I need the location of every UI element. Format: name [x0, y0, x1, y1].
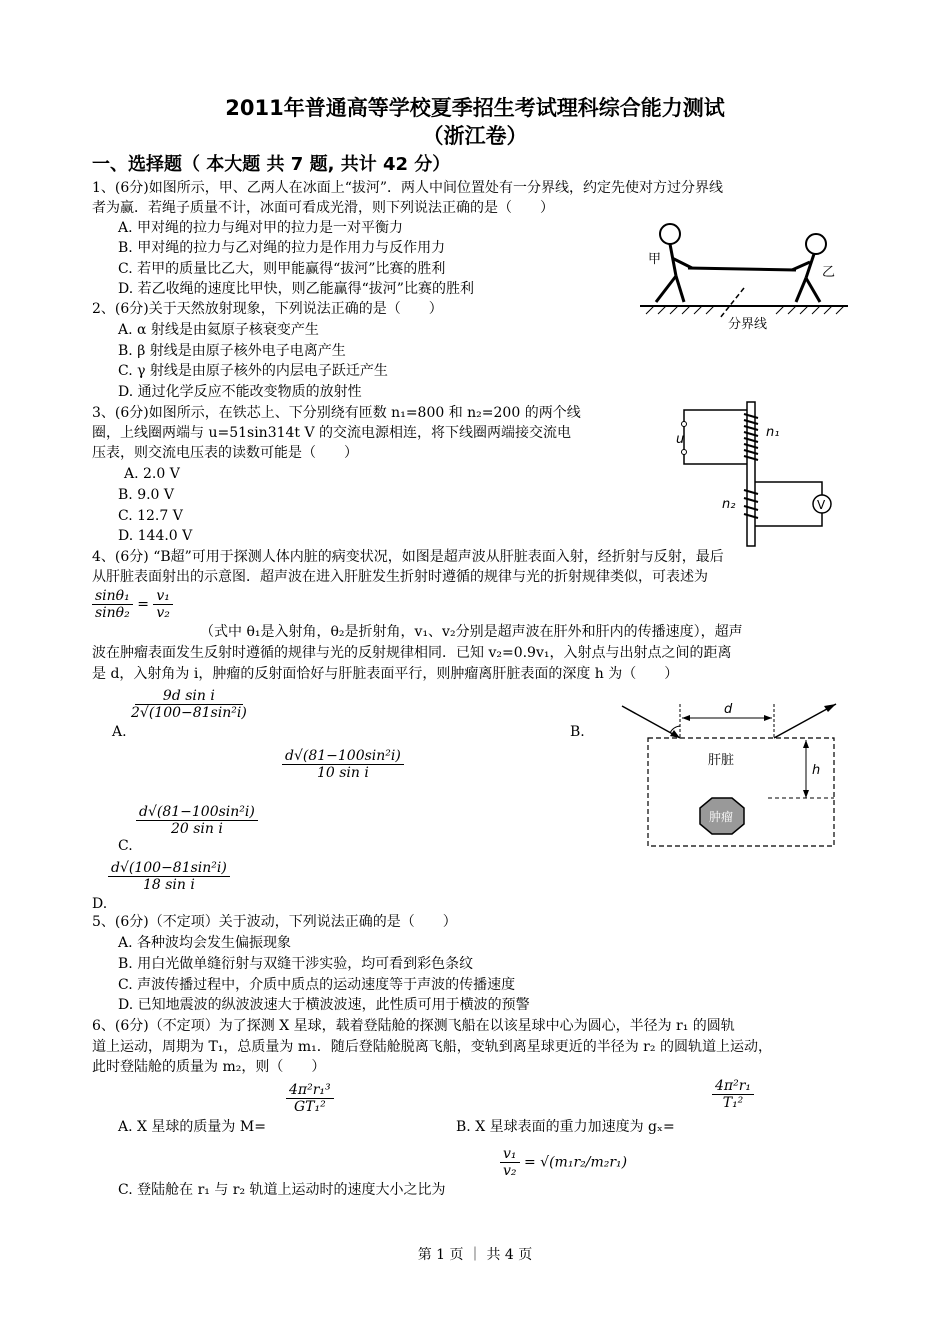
- q6-c-denominator: v₂: [503, 1163, 517, 1179]
- q4-option-c-formula: [136, 804, 258, 837]
- label-yi: 乙: [822, 265, 836, 280]
- q1-option-c: C. 若甲的质量比乙大，则甲能赢得“拔河”比赛的胜利: [118, 261, 446, 277]
- label-n2: n₂: [722, 497, 736, 512]
- q4-option-d-label: D.: [92, 896, 108, 912]
- q4-option-a-label: A.: [112, 724, 127, 740]
- q4-stem-line3: （式中 θ₁是入射角，θ₂是折射角，v₁、v₂分别是超声波在肝外和肝内的传播速度），超声: [200, 624, 743, 640]
- q4-d-numerator: d√(100−81sin²i): [108, 860, 230, 877]
- q4-stem-line1: 4、(6分) “B超”可用于探测人体内脏的病变状况，如图是超声波从肝脏表面入射，经折射与反射，最后: [92, 549, 724, 565]
- label-d: d: [724, 702, 733, 717]
- ultrasound-liver-figure: [618, 694, 840, 850]
- page-footer: 第 1 页 ｜ 共 4 页: [417, 1247, 533, 1263]
- q6-a-denominator: GT₁²: [293, 1099, 326, 1115]
- q2-option-b: B. β 射线是由原子核外电子电离产生: [118, 343, 346, 359]
- q4-c-numerator: d√(81−100sin²i): [136, 804, 258, 821]
- label-jia: 甲: [648, 252, 662, 267]
- q5-option-a: A. 各种波均会发生偏振现象: [118, 935, 292, 951]
- q1-option-d: D. 若乙收绳的速度比甲快，则乙能赢得“拔河”比赛的胜利: [118, 281, 474, 297]
- law-numerator-right: v₁: [153, 588, 173, 605]
- label-boundary: 分界线: [728, 317, 768, 332]
- q1-option-a: A. 甲对绳的拉力与绳对甲的拉力是一对平衡力: [118, 220, 404, 236]
- q4-stem-line2: 从肝脏表面射出的示意图．超声波在进入肝脏发生折射时遵循的规律与光的折射规律类似，可表述为: [92, 569, 708, 585]
- q3-option-a: A. 2.0 V: [124, 466, 180, 482]
- q5-option-d: D. 已知地震波的纵波波速大于横波波速，此性质可用于横波的预警: [118, 997, 530, 1013]
- page-title: 2011年普通高等学校夏季招生考试理科综合能力测试: [225, 96, 725, 120]
- label-voltmeter: V: [817, 498, 826, 512]
- q3-option-d: D. 144.0 V: [118, 528, 193, 544]
- q5-option-b: B. 用白光做单缝衍射与双缝干涉实验，均可看到彩色条纹: [118, 956, 474, 972]
- label-tumor: 肿瘤: [709, 810, 734, 824]
- label-h: h: [812, 763, 821, 778]
- q5-option-c: C. 声波传播过程中，介质中质点的运动速度等于声波的传播速度: [118, 977, 516, 993]
- q4-a-numerator: 9d sin i: [135, 688, 243, 705]
- q3-option-b: B. 9.0 V: [118, 487, 175, 503]
- q6-c-rhs: √(m₁r₂/m₂r₁): [540, 1154, 628, 1171]
- page-subtitle: （浙江卷）: [422, 124, 528, 148]
- refraction-law-formula: $\frac{\text{sinθ₁}}{\text{sinθ₂}}$ = $\frac{\text{v₁}}{\text{v₂}}$: [92, 588, 173, 621]
- q2-option-d: D. 通过化学反应不能改变物质的放射性: [118, 384, 362, 400]
- q4-b-numerator: d√(81−100sin²i): [282, 748, 404, 765]
- q4-option-b-label: B.: [570, 724, 585, 740]
- law-denominator-right: v₂: [156, 605, 170, 621]
- label-liver: 肝脏: [708, 753, 735, 768]
- q4-option-b-formula: [282, 748, 404, 781]
- q3-option-c: C. 12.7 V: [118, 508, 183, 524]
- q1-option-b: B. 甲对绳的拉力与乙对绳的拉力是作用力与反作用力: [118, 240, 446, 256]
- label-u: u: [676, 432, 685, 447]
- q6-stem-line3: 此时登陆舱的质量为 m₂，则（ ）: [92, 1059, 326, 1075]
- q4-c-denominator: 20 sin i: [170, 821, 223, 837]
- law-denominator-left: sinθ₂: [95, 605, 130, 621]
- q6-stem-line1: 6、(6分)（不定项）为了探测 X 星球，载着登陆舱的探测飞船在以该星球中心为圆心，半径为 r₁ 的圆轨: [92, 1018, 735, 1034]
- tug-of-war-figure: [636, 218, 852, 336]
- q6-stem-line2: 道上运动，周期为 T₁，总质量为 m₁．随后登陆舱脱离飞船，变轨到离星球更近的半径为 r₂ 的圆轨道上运动，: [92, 1039, 772, 1055]
- q6-option-c-formula: $\frac{\text{v₁}}{\text{v₂}}$ = √(m₁r₂/m₂r₁): [500, 1146, 627, 1179]
- q3-stem-line3: 压表，则交流电压表的读数可能是（ ）: [92, 445, 358, 461]
- label-n1: n₁: [766, 425, 780, 440]
- q4-option-d-formula: [108, 860, 230, 893]
- q6-a-numerator: 4π²r₁³: [286, 1082, 334, 1099]
- q6-option-a-text: A. X 星球的质量为 M=: [118, 1119, 266, 1135]
- q6-option-b-formula: [712, 1078, 754, 1111]
- q6-option-a-formula: [286, 1082, 334, 1115]
- q2-stem: 2、(6分)关于天然放射现象，下列说法正确的是（ ）: [92, 301, 443, 317]
- transformer-figure: [672, 400, 852, 548]
- q1-stem-line2: 者为赢．若绳子质量不计，冰面可看成光滑，则下列说法正确的是（ ）: [92, 200, 554, 216]
- q6-c-numerator: v₁: [500, 1146, 520, 1163]
- q3-stem-line2: 圈，上线圈两端与 u=51sin314t V 的交流电源相连，将下线圈两端接交流电: [92, 425, 572, 441]
- law-numerator-left: sinθ₁: [92, 588, 133, 605]
- q6-b-denominator: T₁²: [722, 1095, 744, 1111]
- q5-stem: 5、(6分)（不定项）关于波动，下列说法正确的是（ ）: [92, 914, 457, 930]
- q4-option-c-label: C.: [118, 838, 133, 854]
- q6-option-b-text: B. X 星球表面的重力加速度为 gₓ=: [456, 1119, 675, 1135]
- q1-stem-line1: 1、(6分)如图所示，甲、乙两人在冰面上“拔河”．两人中间位置处有一分界线，约定先使对方过分界线: [92, 180, 724, 196]
- q6-b-numerator: 4π²r₁: [712, 1078, 754, 1095]
- q4-stem-line5: 是 d，入射角为 i，肿瘤的反射面恰好与肝脏表面平行，则肿瘤离肝脏表面的深度 h 为（ ）: [92, 666, 679, 682]
- section-heading: 一、选择题（ 本大题 共 7 题, 共计 42 分）: [92, 154, 451, 175]
- q4-b-denominator: 10 sin i: [316, 765, 369, 781]
- q2-option-c: C. γ 射线是由原子核外的内层电子跃迁产生: [118, 363, 388, 379]
- q4-d-denominator: 18 sin i: [142, 877, 195, 893]
- q4-option-a-formula: [128, 688, 250, 721]
- q6-option-c-text: C. 登陆舱在 r₁ 与 r₂ 轨道上运动时的速度大小之比为: [118, 1182, 446, 1198]
- q3-stem-line1: 3、(6分)如图所示，在铁芯上、下分别绕有匝数 n₁=800 和 n₂=200 的两个线: [92, 405, 581, 421]
- q4-stem-line4: 波在肿瘤表面发生反射时遵循的规律与光的反射规律相同．已知 v₂=0.9v₁，入射点与出射点之间的距离: [92, 645, 732, 661]
- q2-option-a: A. α 射线是由氦原子核衰变产生: [118, 322, 319, 338]
- q4-a-denominator: 2√(100−81sin²i): [131, 705, 247, 721]
